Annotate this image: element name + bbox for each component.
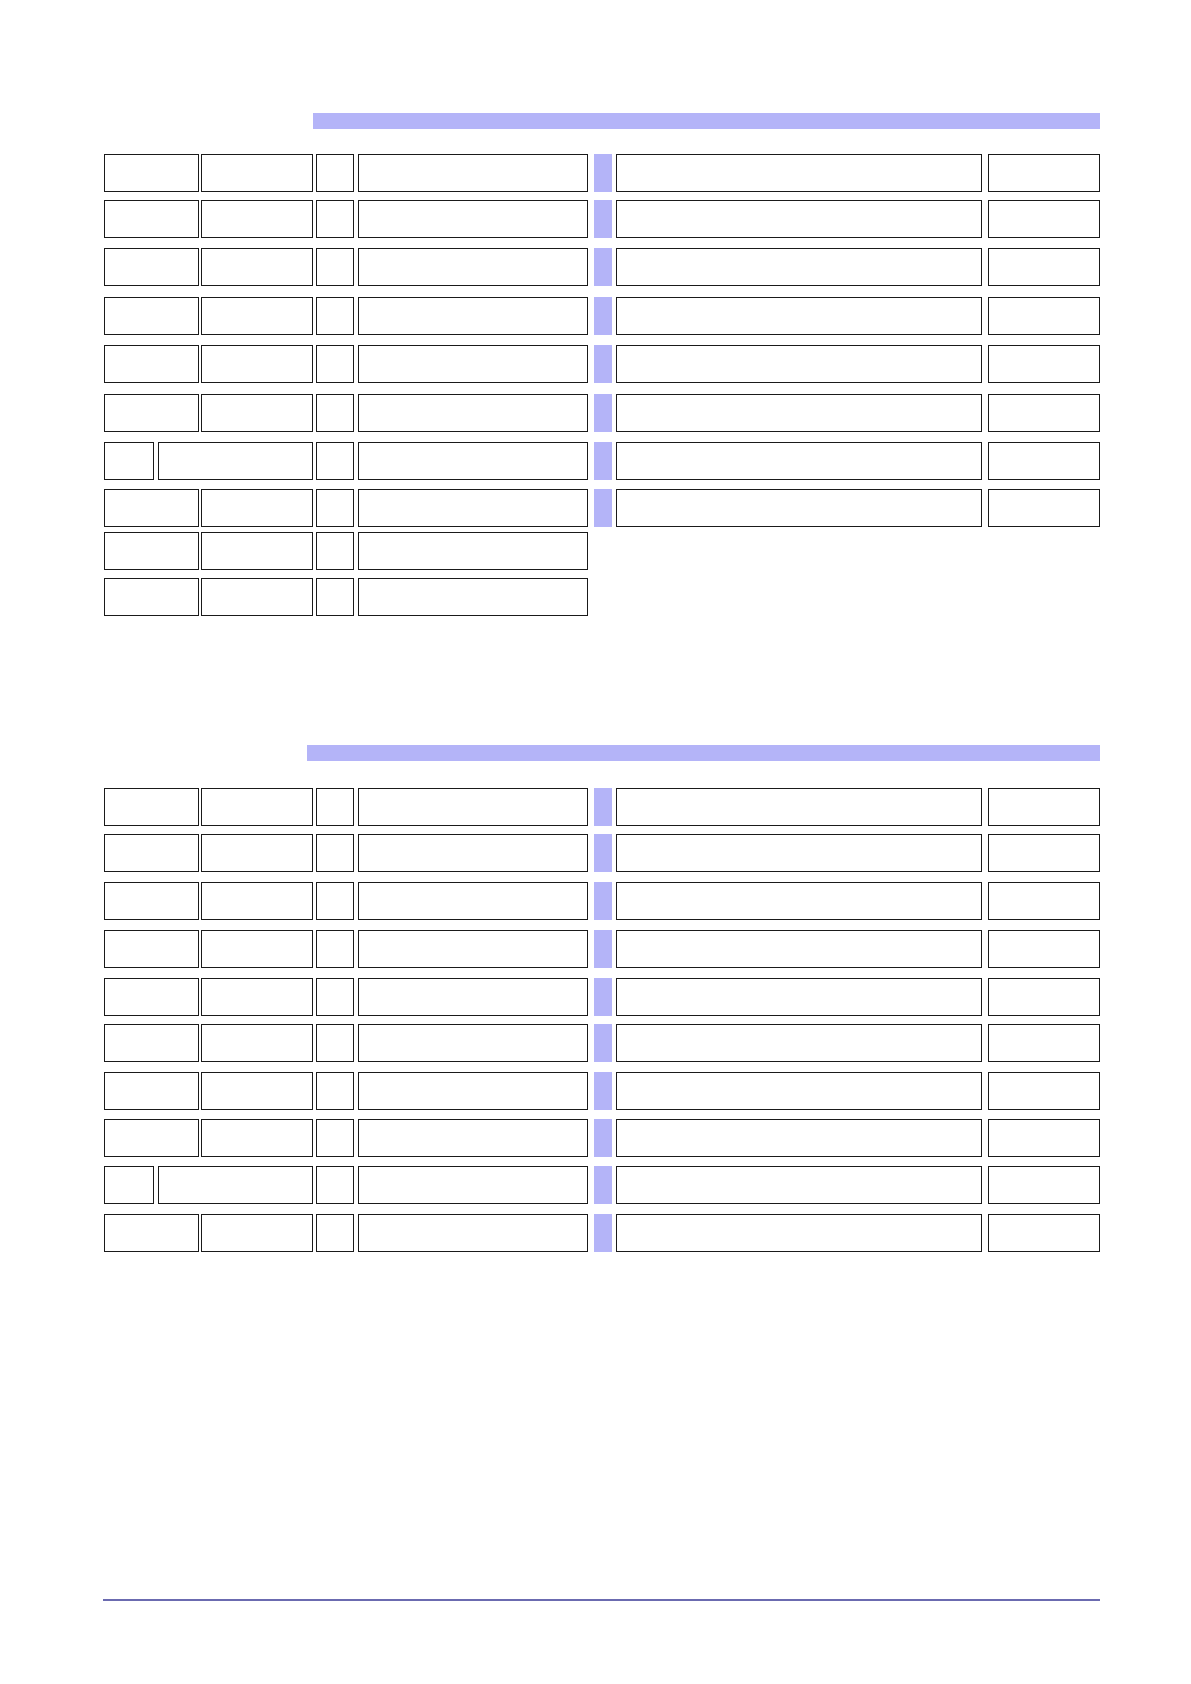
field-name[interactable] xyxy=(358,442,588,480)
field-name[interactable] xyxy=(358,978,588,1016)
field-flag[interactable] xyxy=(316,442,354,480)
field-flag[interactable] xyxy=(316,489,354,527)
field-name[interactable] xyxy=(358,154,588,192)
field-code[interactable] xyxy=(104,882,199,920)
row-marker xyxy=(594,1072,612,1110)
field-flag[interactable] xyxy=(316,930,354,968)
row-marker xyxy=(594,248,612,286)
field-reference[interactable] xyxy=(201,882,313,920)
footer-rule xyxy=(103,1599,1100,1601)
row-marker xyxy=(594,978,612,1016)
field-value[interactable] xyxy=(988,248,1100,286)
field-name[interactable] xyxy=(358,788,588,826)
field-code[interactable] xyxy=(104,834,199,872)
field-value[interactable] xyxy=(988,154,1100,192)
field-name[interactable] xyxy=(358,930,588,968)
form-row xyxy=(0,154,1191,194)
field-value[interactable] xyxy=(988,442,1100,480)
field-reference[interactable] xyxy=(201,297,313,335)
field-flag[interactable] xyxy=(316,578,354,616)
form-row xyxy=(0,788,1191,828)
row-marker xyxy=(594,1214,612,1252)
row-marker xyxy=(594,1166,612,1204)
field-description[interactable] xyxy=(616,1166,982,1204)
field-flag[interactable] xyxy=(316,200,354,238)
row-marker xyxy=(594,154,612,192)
form-row xyxy=(0,248,1191,288)
field-code[interactable] xyxy=(104,394,199,432)
field-code[interactable] xyxy=(104,978,199,1016)
field-name[interactable] xyxy=(358,1024,588,1062)
form-row xyxy=(0,394,1191,434)
form-row xyxy=(0,1214,1191,1254)
row-marker xyxy=(594,394,612,432)
field-code[interactable] xyxy=(104,154,199,192)
field-name[interactable] xyxy=(358,1119,588,1157)
row-marker xyxy=(594,442,612,480)
field-description[interactable] xyxy=(616,200,982,238)
field-reference[interactable] xyxy=(201,1072,313,1110)
field-flag[interactable] xyxy=(316,788,354,826)
field-name[interactable] xyxy=(358,578,588,616)
field-reference[interactable] xyxy=(201,578,313,616)
field-value[interactable] xyxy=(988,297,1100,335)
field-value[interactable] xyxy=(988,1166,1100,1204)
field-name[interactable] xyxy=(358,248,588,286)
section-2-header-bar xyxy=(307,745,1100,761)
field-flag[interactable] xyxy=(316,834,354,872)
field-flag[interactable] xyxy=(316,1072,354,1110)
field-name[interactable] xyxy=(358,394,588,432)
form-row xyxy=(0,882,1191,922)
field-reference[interactable] xyxy=(201,1024,313,1062)
field-description[interactable] xyxy=(616,297,982,335)
field-description[interactable] xyxy=(616,978,982,1016)
field-code[interactable] xyxy=(104,930,199,968)
field-flag[interactable] xyxy=(316,978,354,1016)
form-row xyxy=(0,930,1191,970)
field-name[interactable] xyxy=(358,297,588,335)
form-row xyxy=(0,578,1191,618)
field-value[interactable] xyxy=(988,200,1100,238)
field-flag[interactable] xyxy=(316,394,354,432)
field-code[interactable] xyxy=(104,248,199,286)
field-description[interactable] xyxy=(616,248,982,286)
field-reference[interactable] xyxy=(201,1214,313,1252)
field-value[interactable] xyxy=(988,1024,1100,1062)
form-row xyxy=(0,442,1191,482)
field-flag[interactable] xyxy=(316,1119,354,1157)
field-code[interactable] xyxy=(104,345,199,383)
field-reference[interactable] xyxy=(201,248,313,286)
form-row xyxy=(0,200,1191,240)
field-description[interactable] xyxy=(616,930,982,968)
row-marker xyxy=(594,489,612,527)
field-reference[interactable] xyxy=(201,930,313,968)
field-name[interactable] xyxy=(358,882,588,920)
form-row xyxy=(0,297,1191,337)
field-name[interactable] xyxy=(358,1214,588,1252)
field-code[interactable] xyxy=(104,200,199,238)
field-code[interactable] xyxy=(104,532,199,570)
form-row xyxy=(0,345,1191,385)
field-reference[interactable] xyxy=(201,200,313,238)
field-code[interactable] xyxy=(104,489,199,527)
field-description[interactable] xyxy=(616,442,982,480)
field-name[interactable] xyxy=(358,834,588,872)
field-description[interactable] xyxy=(616,788,982,826)
field-value[interactable] xyxy=(988,930,1100,968)
field-flag[interactable] xyxy=(316,248,354,286)
field-code[interactable] xyxy=(104,442,154,480)
row-marker xyxy=(594,930,612,968)
field-description[interactable] xyxy=(616,394,982,432)
field-reference[interactable] xyxy=(158,1166,313,1204)
field-name[interactable] xyxy=(358,532,588,570)
field-value[interactable] xyxy=(988,882,1100,920)
field-value[interactable] xyxy=(988,394,1100,432)
field-reference[interactable] xyxy=(201,345,313,383)
field-flag[interactable] xyxy=(316,882,354,920)
field-reference[interactable] xyxy=(201,1119,313,1157)
field-description[interactable] xyxy=(616,882,982,920)
row-marker xyxy=(594,200,612,238)
field-description[interactable] xyxy=(616,834,982,872)
field-flag[interactable] xyxy=(316,1024,354,1062)
field-flag[interactable] xyxy=(316,345,354,383)
row-marker xyxy=(594,788,612,826)
field-flag[interactable] xyxy=(316,1214,354,1252)
field-flag[interactable] xyxy=(316,532,354,570)
field-description[interactable] xyxy=(616,1214,982,1252)
field-code[interactable] xyxy=(104,297,199,335)
field-value[interactable] xyxy=(988,788,1100,826)
field-value[interactable] xyxy=(988,978,1100,1016)
field-description[interactable] xyxy=(616,1072,982,1110)
field-code[interactable] xyxy=(104,1166,154,1204)
form-row xyxy=(0,1119,1191,1159)
field-value[interactable] xyxy=(988,489,1100,527)
form-row xyxy=(0,834,1191,874)
field-description[interactable] xyxy=(616,345,982,383)
row-marker xyxy=(594,1024,612,1062)
field-code[interactable] xyxy=(104,1119,199,1157)
form-row xyxy=(0,532,1191,572)
field-code[interactable] xyxy=(104,788,199,826)
form-row xyxy=(0,1166,1191,1206)
field-name[interactable] xyxy=(358,1166,588,1204)
field-value[interactable] xyxy=(988,1119,1100,1157)
field-reference[interactable] xyxy=(201,532,313,570)
field-flag[interactable] xyxy=(316,297,354,335)
field-value[interactable] xyxy=(988,1214,1100,1252)
field-value[interactable] xyxy=(988,834,1100,872)
field-reference[interactable] xyxy=(201,788,313,826)
field-name[interactable] xyxy=(358,489,588,527)
form-row xyxy=(0,489,1191,529)
field-description[interactable] xyxy=(616,489,982,527)
field-reference[interactable] xyxy=(201,154,313,192)
field-description[interactable] xyxy=(616,1119,982,1157)
field-name[interactable] xyxy=(358,345,588,383)
section-1-header-bar xyxy=(313,113,1100,129)
form-row xyxy=(0,978,1191,1018)
field-code[interactable] xyxy=(104,1072,199,1110)
field-reference[interactable] xyxy=(158,442,313,480)
form-row xyxy=(0,1024,1191,1064)
field-code[interactable] xyxy=(104,578,199,616)
row-marker xyxy=(594,834,612,872)
field-name[interactable] xyxy=(358,200,588,238)
field-flag[interactable] xyxy=(316,1166,354,1204)
form-row xyxy=(0,1072,1191,1112)
row-marker xyxy=(594,345,612,383)
row-marker xyxy=(594,882,612,920)
field-value[interactable] xyxy=(988,1072,1100,1110)
field-reference[interactable] xyxy=(201,489,313,527)
field-reference[interactable] xyxy=(201,834,313,872)
field-code[interactable] xyxy=(104,1214,199,1252)
field-description[interactable] xyxy=(616,154,982,192)
field-reference[interactable] xyxy=(201,978,313,1016)
row-marker xyxy=(594,1119,612,1157)
field-code[interactable] xyxy=(104,1024,199,1062)
field-name[interactable] xyxy=(358,1072,588,1110)
field-flag[interactable] xyxy=(316,154,354,192)
field-reference[interactable] xyxy=(201,394,313,432)
field-description[interactable] xyxy=(616,1024,982,1062)
field-value[interactable] xyxy=(988,345,1100,383)
row-marker xyxy=(594,297,612,335)
